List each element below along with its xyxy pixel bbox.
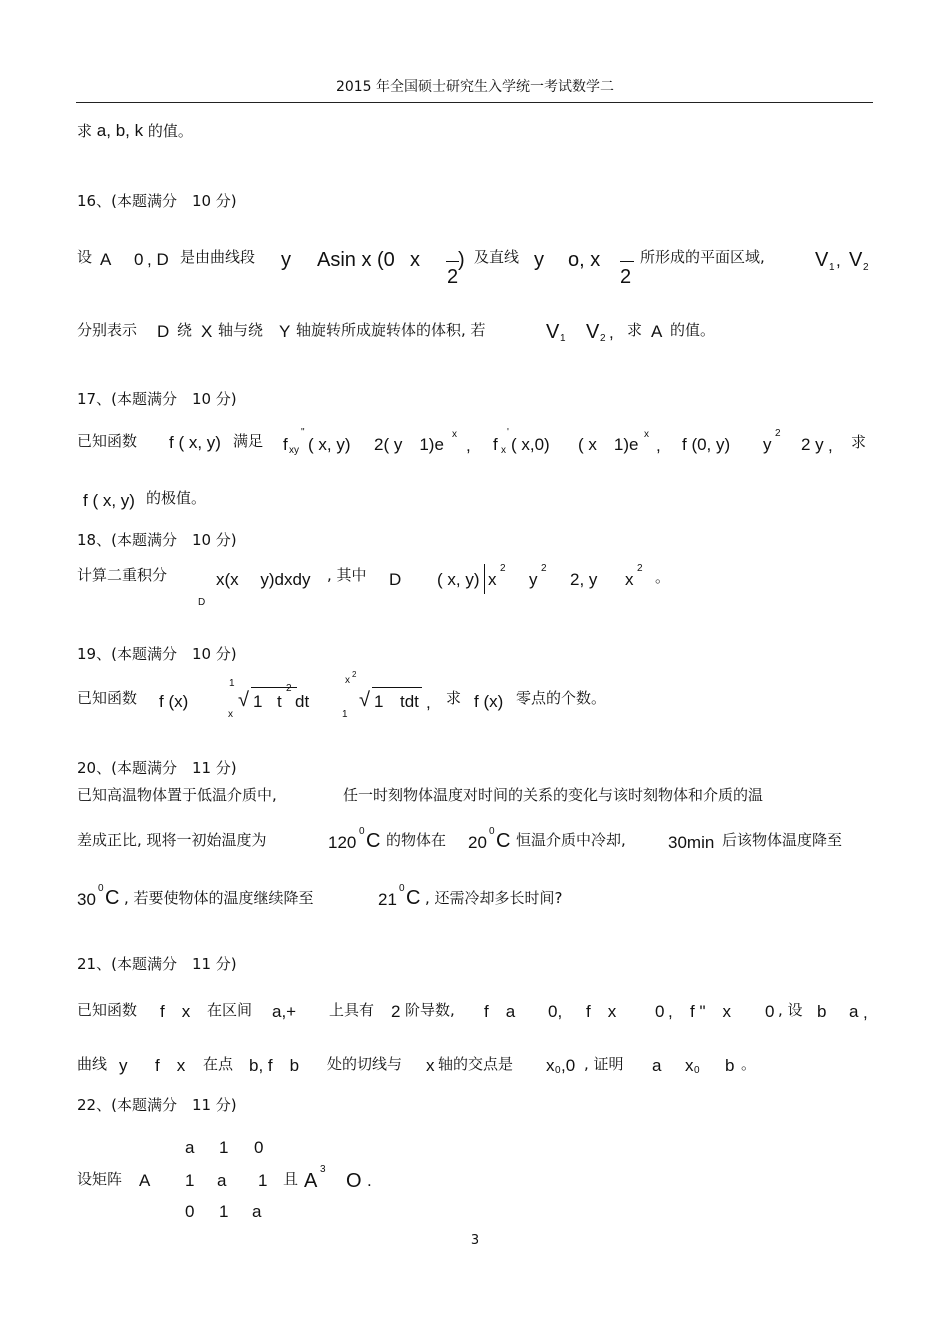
comma: , [656, 436, 661, 455]
text: 设矩阵 [77, 1170, 123, 1188]
args: ( x, y) [308, 435, 351, 454]
subscript: x [501, 445, 506, 456]
var-V1: V [815, 249, 829, 271]
text: , 若要使物体的温度继续降至 [124, 889, 314, 907]
pair: ( x, y) [437, 570, 480, 589]
var-x: x [625, 570, 634, 589]
text: 且 [283, 1170, 299, 1188]
number: 2 [391, 1002, 401, 1021]
unit-C: C [105, 887, 120, 909]
func-fppx: f " x [690, 1002, 731, 1021]
q18-heading: 18、(本题满分 10 分) [77, 531, 237, 549]
var-a: a [652, 1056, 662, 1075]
rparen: ) [458, 249, 465, 271]
func-f: f [493, 435, 498, 454]
text: , 证明 [584, 1055, 624, 1073]
term: 2, y [570, 570, 598, 589]
var-t: t [277, 692, 282, 711]
one: 1 [374, 692, 384, 711]
text: 零点的个数。 [516, 689, 607, 707]
set-divider [484, 564, 485, 594]
superscript: 2 [775, 428, 781, 439]
text: 满足 [233, 432, 264, 450]
comma: , [828, 436, 833, 455]
unit-C: C [366, 830, 381, 852]
var-V2: V [849, 249, 863, 271]
comma: , [609, 323, 614, 342]
unit-C: C [406, 887, 421, 909]
subscript: 0 [555, 1065, 561, 1076]
subscript: 0 [694, 1065, 700, 1076]
lower-limit: x [228, 709, 233, 720]
text: 分别表示 [77, 321, 138, 339]
q20-heading: 20、(本题满分 11 分) [77, 759, 237, 777]
comma-D: , D [147, 250, 169, 269]
period: 。 [655, 568, 671, 586]
func-fxy: f ( x, y) [83, 491, 135, 510]
zero-matrix: O [346, 1170, 362, 1192]
fraction-bar [620, 261, 634, 262]
func-f0y: f (0, y) [682, 435, 731, 454]
superscript: 2 [286, 683, 292, 694]
var-X: X [201, 322, 213, 341]
q19-heading: 19、(本题满分 10 分) [77, 645, 237, 663]
comma: , [668, 1002, 673, 1021]
zero: 0 [134, 250, 144, 269]
superscript: " [301, 427, 305, 438]
upper-limit: x [345, 675, 350, 686]
var-A: A [304, 1170, 318, 1192]
period: . [367, 1171, 372, 1190]
superscript: 3 [320, 1164, 326, 1175]
text: 轴的交点是 [438, 1055, 514, 1073]
var-b: b [817, 1002, 827, 1021]
subscript: 1 [829, 262, 835, 273]
text: 恒温介质中冷却, [516, 831, 626, 849]
text: 曲线 [77, 1055, 108, 1073]
text: 求 [77, 122, 93, 140]
number: 21 [378, 890, 397, 909]
text: , 设 [778, 1001, 803, 1019]
degree: 0 [98, 883, 104, 894]
superscript: 2 [500, 563, 506, 574]
var-b: b [725, 1056, 735, 1075]
var-V2: V [586, 321, 600, 343]
text: 阶导数, [405, 1001, 455, 1019]
interval: a,+ [272, 1002, 297, 1021]
zero: ,0 [561, 1056, 576, 1075]
func-fx: f (x) [159, 692, 189, 711]
duration: 30min [668, 833, 715, 852]
func-fx: f x [586, 1002, 617, 1021]
degree: 0 [489, 826, 495, 837]
o-x: o, x [568, 249, 601, 271]
var-D: D [389, 570, 402, 589]
q21-heading: 21、(本题满分 11 分) [77, 955, 237, 973]
var-A: A [651, 322, 663, 341]
func-fx: f x [155, 1056, 186, 1075]
q15-tail [77, 122, 193, 139]
asin-expr: Asin x (0 [317, 249, 395, 271]
text: 是由曲线段 [180, 248, 256, 266]
point: b, f b [249, 1056, 300, 1075]
text: 的物体在 [386, 831, 447, 849]
number: 30 [77, 890, 96, 909]
zero: 0, [548, 1002, 563, 1021]
var-x: x [410, 249, 420, 271]
func-fx: f (x) [474, 692, 504, 711]
one: 1 [253, 692, 263, 711]
matrix-cell: a [185, 1138, 195, 1157]
var-A: A [139, 1171, 151, 1190]
matrix-cell: a [252, 1202, 262, 1221]
text: 绕 [177, 321, 193, 339]
q22-heading: 22、(本题满分 11 分) [77, 1096, 237, 1114]
matrix-cell: 1 [219, 1202, 229, 1221]
degree: 0 [359, 826, 365, 837]
text: , 还需冷却多长时间? [425, 889, 563, 907]
text: 设 [77, 248, 93, 266]
superscript: x [644, 429, 649, 440]
q17-heading: 17、(本题满分 10 分) [77, 390, 237, 408]
page-number: 3 [470, 1233, 480, 1248]
text: 的值。 [670, 321, 716, 339]
var-y: y [281, 249, 291, 271]
number: 20 [468, 833, 487, 852]
zero: 0 [655, 1002, 665, 1021]
subscript: 1 [560, 333, 566, 344]
text: 的值。 [147, 122, 193, 140]
subscript: xy [289, 445, 299, 456]
text: 处的切线与 [327, 1055, 403, 1073]
integrand: x(x y)dxdy [216, 570, 311, 589]
var-y: y [119, 1056, 128, 1075]
text: 任一时刻物体温度对时间的关系的变化与该时刻物体和介质的温 [343, 786, 764, 804]
text: 轴旋转所成旋转体的体积, 若 [296, 321, 486, 339]
func-fxy: f ( x, y) [169, 433, 221, 452]
var-a: a [849, 1002, 859, 1021]
superscript: x [452, 429, 457, 440]
var-x: x [426, 1056, 435, 1075]
denominator: 2 [620, 266, 632, 288]
args: ( x,0) [511, 435, 550, 454]
q16-heading: 16、(本题满分 10 分) [77, 192, 237, 210]
text: 及直线 [474, 248, 520, 266]
text: 差成正比, 现将一初始温度为 [77, 831, 267, 849]
func-fx: f x [160, 1002, 191, 1021]
text: , 其中 [327, 566, 367, 584]
var-Y: Y [279, 322, 291, 341]
matrix-cell: 1 [219, 1138, 229, 1157]
text: 求 [627, 321, 643, 339]
text: 后该物体温度降至 [722, 831, 843, 849]
matrix-cell: 0 [185, 1202, 195, 1221]
matrix-cell: 0 [254, 1138, 264, 1157]
header-rule [76, 102, 873, 103]
page-header: 2015 年全国硕士研究生入学统一考试数学二 [335, 79, 615, 95]
degree: 0 [399, 883, 405, 894]
text: 求 [851, 433, 867, 451]
matrix-cell: 1 [185, 1171, 195, 1190]
comma: , [836, 251, 841, 270]
var-x0: x [546, 1056, 555, 1075]
text: 上具有 [329, 1001, 375, 1019]
text: 求 [446, 689, 462, 707]
comma: , [426, 693, 431, 712]
matrix-cell: 1 [258, 1171, 268, 1190]
comma: , [863, 1003, 868, 1022]
sqrt-sign: √ [359, 689, 370, 711]
matrix-cell: a [217, 1171, 227, 1190]
var-y: y [529, 570, 538, 589]
text: 已知函数 [77, 1001, 138, 1019]
var-D: D [157, 322, 170, 341]
text: 在点 [203, 1055, 234, 1073]
text: 轴与绕 [218, 321, 264, 339]
text: 已知函数 [77, 432, 138, 450]
unit-C: C [496, 830, 511, 852]
sqrt-bar [372, 687, 422, 688]
superscript: 2 [352, 670, 357, 679]
expr: ( x 1)e [578, 435, 639, 454]
upper-limit: 1 [229, 678, 235, 689]
integral-domain: D [198, 597, 206, 608]
func-f: f [283, 435, 288, 454]
var-x0: x [685, 1056, 694, 1075]
comma: , [466, 436, 471, 455]
lower-limit: 1 [342, 709, 348, 720]
text: 所形成的平面区域, [640, 248, 765, 266]
superscript: ' [507, 427, 509, 438]
term-2y: 2 y [801, 435, 824, 454]
number: 120 [328, 833, 357, 852]
tdt: tdt [400, 692, 419, 711]
expr: 2( y 1)e [374, 435, 444, 454]
text: 在区间 [207, 1001, 253, 1019]
sqrt-sign: √ [238, 689, 249, 711]
text: 计算二重积分 [77, 566, 168, 584]
text: 已知函数 [77, 689, 138, 707]
denominator: 2 [447, 266, 459, 288]
dt: dt [295, 692, 310, 711]
subscript: 2 [863, 262, 869, 273]
var-V1: V [546, 321, 560, 343]
vars: a, b, k [96, 121, 144, 140]
subscript: 2 [600, 333, 606, 344]
superscript: 2 [541, 563, 547, 574]
var-x: x [488, 570, 497, 589]
func-fa: f a [484, 1002, 516, 1021]
var-y: y [763, 435, 772, 454]
text: 的极值。 [146, 489, 207, 507]
zero: 0 [765, 1002, 775, 1021]
text: 已知高温物体置于低温介质中, [77, 786, 277, 804]
var-y: y [534, 249, 544, 271]
period: 。 [741, 1055, 757, 1073]
var-A: A [100, 250, 112, 269]
superscript: 2 [637, 563, 643, 574]
